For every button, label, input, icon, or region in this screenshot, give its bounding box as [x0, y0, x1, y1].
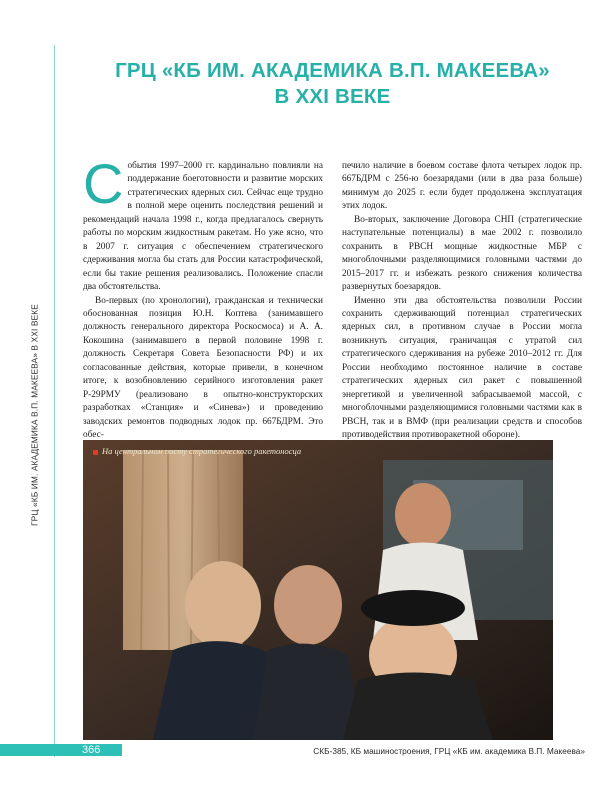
footer-running-title: СКБ-385, КБ машиностроения, ГРЦ «КБ им. академика В.П. Макеева» — [313, 746, 585, 756]
photo — [83, 440, 553, 740]
page-number: 366 — [82, 744, 101, 756]
sidebar-rule — [54, 45, 55, 757]
text-column-left — [83, 152, 323, 443]
red-square-icon — [93, 450, 98, 455]
photo-caption — [93, 446, 301, 456]
page-title-line1: ГРЦ «КБ ИМ. АКАДЕМИКА В.П. МАКЕЕВА» — [115, 59, 550, 82]
page-title-line2: В XXI ВЕКЕ — [274, 85, 391, 108]
paragraph — [83, 152, 323, 295]
paragraph-text: обытия 1997–2000 гг. кардинально повлияли на поддержание боеготовности и развитие морских стратегических ядерных сил. Сейчас еще трудно в полной мере оценить последствия решений и рекомендаций начала 1998 г., когда предлагалось свернуть работы по морским жидкостным ракетам. Но уже ясно, что в 2007 г. ситуация с обеспечением стратегического сдерживания могла бы стать для России катастрофической, если бы такие решения реализовались. Положение спасли два обстоятельства. — [83, 161, 323, 293]
photo-caption-text: На центральном посту стратегического ракетоносца — [102, 446, 302, 456]
page-title — [80, 58, 585, 110]
side-running-head — [22, 70, 48, 760]
paragraph: Во-вторых, заключение Договора СНП (стратегические наступательные потенциалы) в мае 2002 г. позволило сохранить в РВСН мощные жидкостные МБР с многоблочными разделяющимися головными частями до 2015–2017 гг. и избежать резкого снижения количества развернутых боезарядов. — [342, 214, 582, 293]
side-running-head-text: ГРЦ «КБ ИМ. АКАДЕМИКА В.П. МАКЕЕВА» В XXI ВЕКЕ — [30, 304, 40, 526]
drop-cap: С — [83, 152, 124, 215]
text-column-right — [342, 160, 582, 443]
paragraph: Во-первых (по хронологии), гражданская и технически обоснованная позиция Ю.Н. Коптева (занимавшего должность генерального директора Роскосмоса) и А. А. Кокошина (занимавшего в первой половине 1998 г. должность Секретаря Совета Безопасности РФ) и их согласованные действия, которые привели, в конечном итоге, к возобновлению серийного изготовления ракет Р-29РМУ (реализовано в опытно-конструкторских разработках «Станция» и «Синева») и проведению заводских ремонтов подводных лодок пр. 667БДРМ. Это обес- — [83, 295, 323, 441]
paragraph: Именно эти два обстоятельства позволили России сохранить сдерживающий потенциал стратегических ядерных сил, в противном случае в России могла возникнуть ситуация, граничащая с утратой сил стратегического сдерживания на рубеже 2010–2012 гг. Для России необходимо постоянное наличие в составе стратегических ядерных сил ракет с повышенной энергетикой и увеличенной забрасываемой массой, с многоблочными разделяющимися головными частями как в РВСН, так и в ВМФ (при реализации средств и способов противодействия противоракетной обороне). — [342, 295, 582, 441]
photo-illustration — [83, 440, 553, 740]
paragraph: печило наличие в боевом составе флота четырех лодок пр. 667БДРМ с 256-ю боезарядами (или в два раза больше) минимум до 2025 г. если будет продолжена эксплуатация этих лодок. — [342, 161, 582, 212]
footer-bar — [0, 744, 122, 756]
